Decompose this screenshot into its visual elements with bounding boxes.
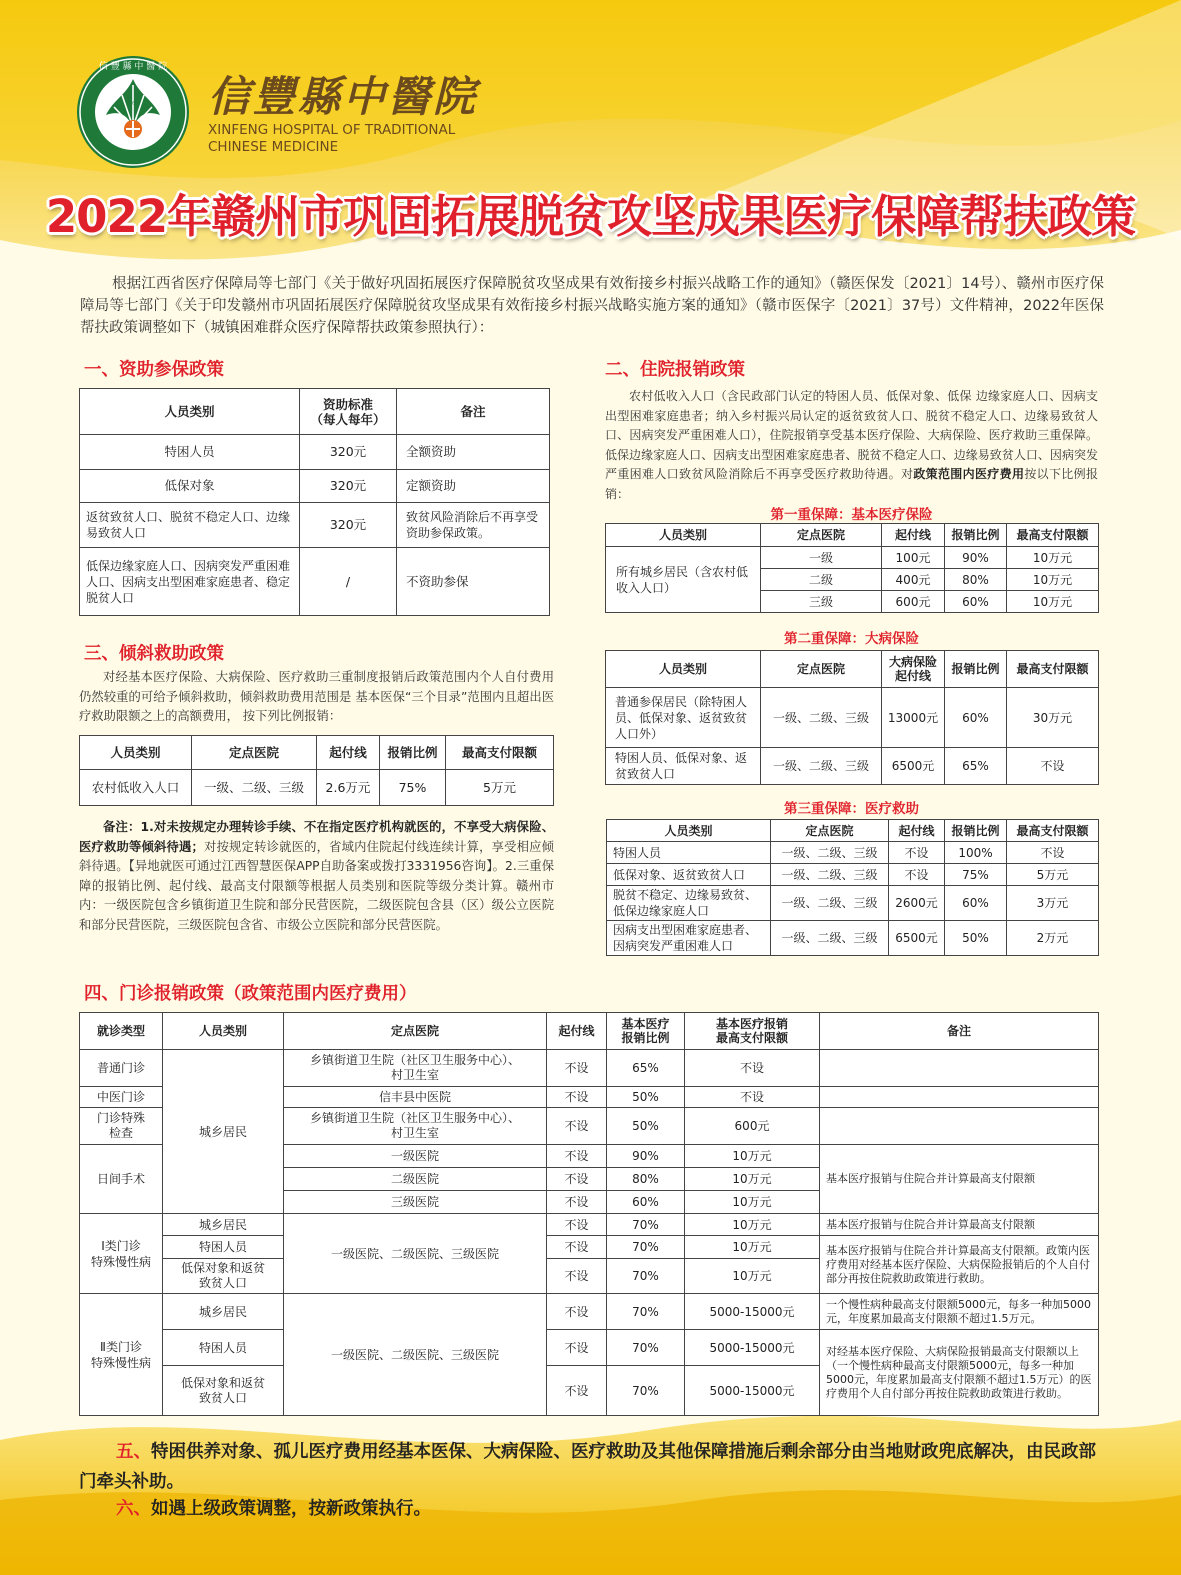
table-cell: 不设 (547, 1236, 607, 1259)
table-cell: 70% (607, 1259, 685, 1294)
table-cell: 一级、二级、三级 (761, 688, 882, 748)
t3-header-cell: 人员类别 (607, 820, 771, 842)
table-cell: 10万元 (685, 1168, 820, 1191)
table-cell: 10万元 (1007, 591, 1099, 613)
table-cell: 对经基本医疗保险、大病保险报销最高支付限额以上（一个慢性病种最高支付限额5000元，每多一种加5000元，年度累加最高支付限额不超过1.5万元）的医疗费用个人自付部分再按住院救助政策进行救助。 (820, 1330, 1099, 1416)
s3-table (79, 735, 554, 806)
table-cell: 50% (607, 1108, 685, 1145)
table-cell: 5000-15000元 (685, 1330, 820, 1366)
table-row (80, 1236, 1099, 1259)
s2-t3-title: 第三重保障：医疗救助 (784, 801, 919, 817)
table-cell: 10万元 (685, 1145, 820, 1168)
table-cell: 320元 (300, 503, 397, 548)
table-cell: 一级医院、二级医院、三级医院 (284, 1294, 547, 1416)
s1-table (79, 388, 550, 616)
table-cell: 城乡居民 (163, 1294, 284, 1330)
table-cell: 低保对象 (80, 470, 300, 503)
table-cell: Ⅱ类门诊 特殊慢性病 (80, 1294, 163, 1416)
table-cell: 所有城乡居民（含农村低收入人口） (606, 547, 761, 613)
table-cell: 一级、二级、三级 (761, 748, 882, 785)
table-cell: 2.6万元 (317, 770, 380, 806)
s4-header-cell: 备注 (820, 1013, 1099, 1050)
table-cell: 不资助参保 (397, 548, 550, 616)
s3-note-text: 对按规定转诊就医的，省域内住院起付线连续计算，享受相应倾斜待遇。【异地就医可通过江西智慧医保APP自助备案或拨打3331956咨询】。2.三重保障的报销比例、起付线、最高支付限额等根据人员类别和医院等级分类计算。赣州市内：一级医院包含乡镇街道卫生院和部分民营医院，二级医院包含县（区）级公立医院和部分民营医院，三级医院包含省、市级公立医院和部分民营医院。 (79, 839, 554, 932)
table-cell: 不设 (547, 1330, 607, 1366)
s4-header-cell: 起付线 (547, 1013, 607, 1050)
t1-header-cell: 起付线 (882, 524, 945, 547)
table-cell: 10万元 (685, 1214, 820, 1236)
table-cell: 13000元 (882, 688, 945, 748)
table-row (606, 688, 1099, 748)
table-cell: 70% (607, 1366, 685, 1416)
table-cell: 5000-15000元 (685, 1294, 820, 1330)
s2-t1-table (605, 523, 1099, 613)
table-row (607, 864, 1099, 886)
logo-ring-text: 信 豐 縣 中 醫 院 (98, 62, 168, 72)
t1-header-cell: 最高支付限额 (1007, 524, 1099, 547)
t2-header-cell: 报销比例 (945, 651, 1007, 688)
hospital-name-en (208, 122, 508, 156)
s1-title: 一、资助参保政策 (84, 360, 224, 380)
s3-header-cell: 报销比例 (380, 736, 446, 770)
table-cell: 一个慢性病种最高支付限额5000元，每多一种加5000元，年度累加最高支付限额不超过1.5万元。 (820, 1294, 1099, 1330)
table-cell: 5万元 (446, 770, 554, 806)
table-cell: 二级 (761, 569, 882, 591)
table-cell: 不设 (685, 1050, 820, 1087)
s3-header-cell: 最高支付限额 (446, 736, 554, 770)
table-cell: 特困人员、低保对象、返贫致贫人口 (606, 748, 761, 785)
table-row (80, 548, 550, 616)
table-row (80, 503, 550, 548)
table-cell: 2万元 (1007, 921, 1099, 956)
table-cell: 90% (607, 1145, 685, 1168)
table-cell: 不设 (547, 1050, 607, 1087)
table-row (80, 736, 554, 770)
table-cell: 不设 (547, 1168, 607, 1191)
s2-t2-title: 第二重保障：大病保险 (784, 631, 919, 647)
s2-title: 二、住院报销政策 (605, 360, 745, 380)
table-cell: 城乡居民 (163, 1214, 284, 1236)
table-cell: 70% (607, 1214, 685, 1236)
table-cell: 特困人员 (163, 1330, 284, 1366)
table-cell: 5000-15000元 (685, 1366, 820, 1416)
s3-header-cell: 起付线 (317, 736, 380, 770)
table-cell: 不设 (547, 1214, 607, 1236)
s4-table (79, 1012, 1099, 1416)
table-cell: 100% (945, 842, 1007, 864)
table-cell: 10万元 (685, 1236, 820, 1259)
table-cell: 定额资助 (397, 470, 550, 503)
t3-header-cell: 报销比例 (945, 820, 1007, 842)
table-cell: 不设 (547, 1108, 607, 1145)
s3-paragraph: 对经基本医疗保险、大病保险、医疗救助三重制度报销后政策范围内个人自付费用仍然较重的可给予倾斜救助，倾斜救助费用范围是 基本医保“三个目录”范围内且超出医疗救助限额之上的高额费用， 按下列比例报销： (79, 670, 554, 723)
s1-header-cell: 人员类别 (80, 389, 300, 435)
table-cell: / (300, 548, 397, 616)
table-cell: 600元 (685, 1108, 820, 1145)
t1-header-cell: 报销比例 (945, 524, 1007, 547)
table-row (607, 820, 1099, 842)
table-cell: 600元 (882, 591, 945, 613)
t2-header-cell: 定点医院 (761, 651, 882, 688)
table-cell: 一级、二级、三级 (771, 864, 889, 886)
table-cell: 低保对象、返贫致贫人口 (607, 864, 771, 886)
table-cell: 三级 (761, 591, 882, 613)
s3-note (79, 818, 554, 935)
table-row (606, 748, 1099, 785)
s5-number: 五、 (116, 1442, 151, 1462)
table-cell: 10万元 (685, 1191, 820, 1214)
table-row (80, 1013, 1099, 1050)
table-cell: 不设 (547, 1087, 607, 1108)
s2-paragraph-bold: 政策范围内医疗费用 (913, 467, 1025, 481)
table-row (80, 1294, 1099, 1330)
table-cell: 100元 (882, 547, 945, 569)
table-cell: 特困人员 (163, 1236, 284, 1259)
t3-header-cell: 起付线 (889, 820, 945, 842)
table-cell: 60% (945, 886, 1007, 921)
hospital-logo-icon (76, 55, 190, 169)
table-cell: 基本医疗报销与住院合并计算最高支付限额 (820, 1214, 1099, 1236)
table-cell: 320元 (300, 435, 397, 470)
table-cell: 不设 (547, 1294, 607, 1330)
table-cell: 不设 (547, 1259, 607, 1294)
s5-body: 特困供养对象、孤儿医疗费用经基本医保、大病保险、医疗救助及其他保障措施后剩余部分由当地财政兜底解决，由民政部门牵头补助。 (79, 1442, 1096, 1492)
table-cell: 400元 (882, 569, 945, 591)
table-cell: 一级、二级、三级 (771, 921, 889, 956)
s1-header-cell: 资助标准 （每人每年） (300, 389, 397, 435)
s3-note-bold: 备注：1.对未按规定办理转诊手续、不在指定医疗机构就医的，不享受大病保险、医疗救助等倾斜待遇； (79, 820, 554, 854)
table-row (607, 886, 1099, 921)
table-cell: 50% (945, 921, 1007, 956)
s6-text (79, 1494, 1101, 1524)
table-cell: 一级 (761, 547, 882, 569)
table-cell: 不设 (685, 1087, 820, 1108)
table-row (80, 1214, 1099, 1236)
table-cell: 致贫风险消除后不再享受资助参保政策。 (397, 503, 550, 548)
table-cell: 5万元 (1007, 864, 1099, 886)
table-cell: 一级医院、二级医院、三级医院 (284, 1214, 547, 1294)
table-cell: 一级、二级、三级 (192, 770, 317, 806)
table-cell: 不设 (1007, 748, 1099, 785)
table-cell: 75% (380, 770, 446, 806)
t2-header-cell: 最高支付限额 (1007, 651, 1099, 688)
table-cell: 65% (607, 1050, 685, 1087)
table-cell: 低保对象和返贫 致贫人口 (163, 1366, 284, 1416)
table-cell: 65% (945, 748, 1007, 785)
table-cell: 10万元 (1007, 569, 1099, 591)
s1-header-cell: 备注 (397, 389, 550, 435)
s2-t3-table (606, 819, 1099, 956)
t3-header-cell: 定点医院 (771, 820, 889, 842)
table-cell: 320元 (300, 470, 397, 503)
s3-header-cell: 人员类别 (80, 736, 192, 770)
table-row (606, 547, 1099, 569)
table-cell: 不设 (889, 842, 945, 864)
hospital-name-en-line2: CHINESE MEDICINE (208, 139, 339, 155)
table-row (80, 470, 550, 503)
logo-year: 1959 (126, 101, 140, 107)
table-cell (820, 1050, 1099, 1087)
table-cell: 返贫致贫人口、脱贫不稳定人口、边缘 易致贫人口 (80, 503, 300, 548)
table-cell: 脱贫不稳定、边缘易致贫、低保边缘家庭人口 (607, 886, 771, 921)
table-row (607, 921, 1099, 956)
table-row (80, 435, 550, 470)
s4-header-cell: 就诊类型 (80, 1013, 163, 1050)
table-cell: 10万元 (685, 1259, 820, 1294)
s2-paragraph (605, 387, 1098, 504)
s6-number: 六、 (116, 1499, 151, 1519)
s4-header-cell: 定点医院 (284, 1013, 547, 1050)
s4-header-cell: 人员类别 (163, 1013, 284, 1050)
table-cell: 10万元 (1007, 547, 1099, 569)
table-row (80, 389, 550, 435)
t3-header-cell: 最高支付限额 (1007, 820, 1099, 842)
table-cell: 不设 (547, 1191, 607, 1214)
table-cell: 基本医疗报销与住院合并计算最高支付限额。政策内医疗费用对经基本医疗保险、大病保险报销后的个人自付部分再按住院救助政策进行救助。 (820, 1236, 1099, 1294)
table-cell: 一级医院 (284, 1145, 547, 1168)
t1-header-cell: 定点医院 (761, 524, 882, 547)
table-cell: 70% (607, 1330, 685, 1366)
table-cell: 80% (945, 569, 1007, 591)
table-cell: 60% (945, 591, 1007, 613)
table-row (607, 842, 1099, 864)
s2-paragraph-text: 农村低收入人口（含民政部门认定的特困人员、低保对象、低保 边缘家庭人口、因病支出型困难家庭患者；纳入乡村振兴局认定的返贫致贫人口、脱贫不稳定人口、边缘易致贫人口、因病突发严重困难人口），住院报销享受基本医疗保险、大病保险、医疗救助三重保障。低保边缘家庭人口、因病支出型困难家庭患者、脱贫不稳定人口、边缘易致贫人口、因病突发严重困难人口致贫风险消除后不再享受医疗救助待遇。对 (605, 389, 1098, 481)
table-row (606, 651, 1099, 688)
table-row (80, 1330, 1099, 1366)
s3-header-cell: 定点医院 (192, 736, 317, 770)
table-cell: 一级、二级、三级 (771, 842, 889, 864)
s4-header-cell: 基本医疗 报销比例 (607, 1013, 685, 1050)
table-cell: 门诊特殊 检查 (80, 1108, 163, 1145)
table-cell: 全额资助 (397, 435, 550, 470)
s6-body: 如遇上级政策调整，按新政策执行。 (151, 1499, 431, 1519)
hospital-name-en-line1: XINFENG HOSPITAL OF TRADITIONAL (208, 122, 456, 138)
table-cell (820, 1087, 1099, 1108)
table-row (606, 524, 1099, 547)
table-cell: 2600元 (889, 886, 945, 921)
table-cell: 不设 (1007, 842, 1099, 864)
table-cell: Ⅰ类门诊 特殊慢性病 (80, 1214, 163, 1294)
table-cell: 3万元 (1007, 886, 1099, 921)
t2-header-cell: 大病保险起付线 (882, 651, 945, 688)
table-cell: 6500元 (882, 748, 945, 785)
table-cell: 农村低收入人口 (80, 770, 192, 806)
s2-paragraph-end: 按以下比例报销： (605, 467, 1098, 501)
table-cell (820, 1108, 1099, 1145)
table-row (80, 1050, 1099, 1087)
table-cell: 6500元 (889, 921, 945, 956)
table-cell: 一级、二级、三级 (771, 886, 889, 921)
s2-t2-table (605, 650, 1099, 785)
intro-paragraph: 根据江西省医疗保障局等七部门《关于做好巩固拓展医疗保障脱贫攻坚成果有效衔接乡村振兴战略工作的通知》（赣医保发〔2021〕14号）、赣州市医疗保障局等七部门《关于印发赣州市巩固拓展医疗保障脱贫攻坚成果有效衔接乡村振兴战略实施方案的通知》（赣市医保字〔2021〕37号）文件精神，2022年医保帮扶政策调整如下（城镇困难群众医疗保障帮扶政策参照执行）： (80, 276, 1104, 336)
table-cell: 低保对象和返贫 致贫人口 (163, 1259, 284, 1294)
table-cell: 二级医院 (284, 1168, 547, 1191)
table-cell: 70% (607, 1294, 685, 1330)
table-cell: 城乡居民 (163, 1050, 284, 1214)
page-title: 2022年赣州市巩固拓展脱贫攻坚成果医疗保障帮扶政策 (45, 190, 1136, 243)
table-cell: 不设 (547, 1366, 607, 1416)
table-cell: 75% (945, 864, 1007, 886)
table-cell: 因病支出型困难家庭患者、因病突发严重困难人口 (607, 921, 771, 956)
table-cell: 30万元 (1007, 688, 1099, 748)
table-row (80, 770, 554, 806)
table-cell: 60% (945, 688, 1007, 748)
table-cell: 90% (945, 547, 1007, 569)
table-cell: 乡镇街道卫生院（社区卫生服务中心）、 村卫生室 (284, 1050, 547, 1087)
table-cell: 特困人员 (607, 842, 771, 864)
t1-header-cell: 人员类别 (606, 524, 761, 547)
s3-title: 三、倾斜救助政策 (84, 644, 224, 664)
s4-header-cell: 基本医疗报销 最高支付限额 (685, 1013, 820, 1050)
table-cell: 中医门诊 (80, 1087, 163, 1108)
s2-t1-title: 第一重保障：基本医疗保险 (770, 507, 933, 523)
s4-title: 四、门诊报销政策（政策范围内医疗费用） (84, 984, 417, 1004)
table-cell: 特困人员 (80, 435, 300, 470)
table-cell: 80% (607, 1168, 685, 1191)
table-cell: 50% (607, 1087, 685, 1108)
table-cell: 不设 (889, 864, 945, 886)
t2-header-cell: 人员类别 (606, 651, 761, 688)
table-cell: 70% (607, 1236, 685, 1259)
table-cell: 三级医院 (284, 1191, 547, 1214)
table-cell: 日间手术 (80, 1145, 163, 1214)
table-cell: 普通门诊 (80, 1050, 163, 1087)
table-cell: 乡镇街道卫生院（社区卫生服务中心）、 村卫生室 (284, 1108, 547, 1145)
table-cell: 普通参保居民（除特困人员、低保对象、返贫致贫人口外） (606, 688, 761, 748)
table-cell: 不设 (547, 1145, 607, 1168)
table-cell: 60% (607, 1191, 685, 1214)
table-cell: 信丰县中医院 (284, 1087, 547, 1108)
s5-text (79, 1437, 1101, 1497)
table-cell: 基本医疗报销与住院合并计算最高支付限额 (820, 1145, 1099, 1214)
hospital-name-cn: 信豐縣中醫院 (208, 72, 479, 121)
table-cell: 低保边缘家庭人口、因病突发严重困难人口、因病支出型困难家庭患者、稳定脱贫人口 (80, 548, 300, 616)
